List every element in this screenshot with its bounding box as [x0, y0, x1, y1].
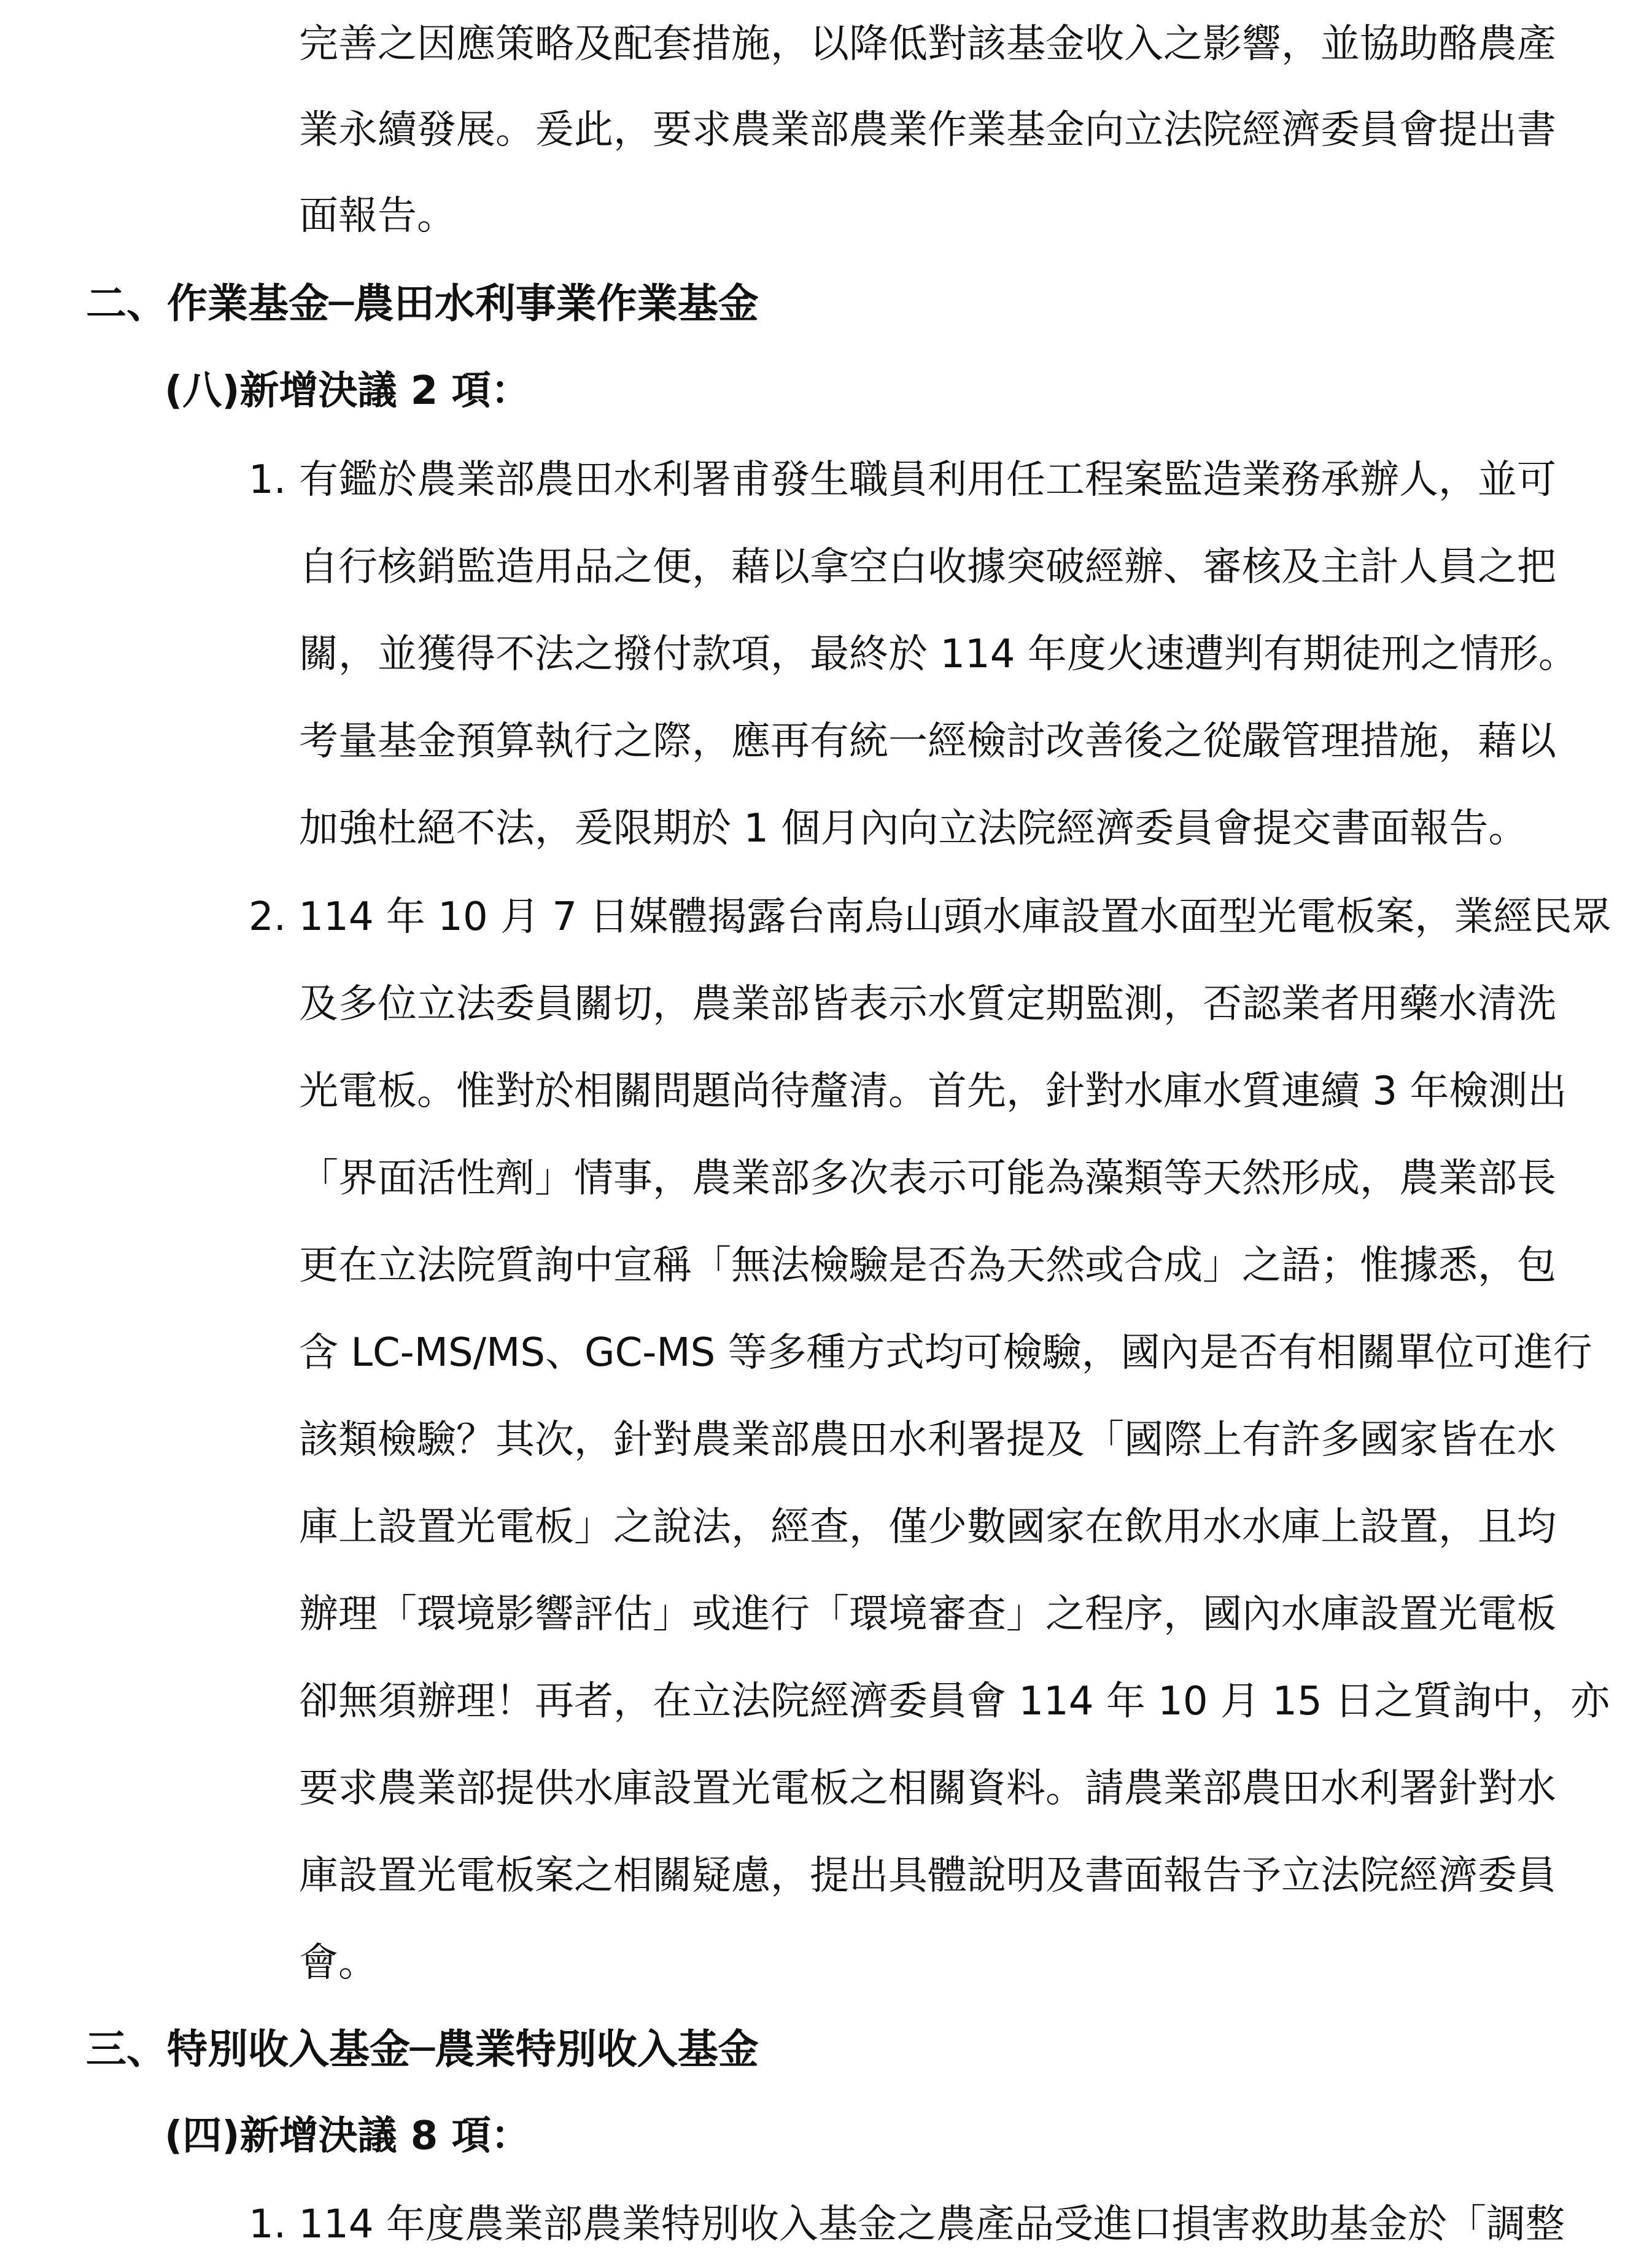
section-2-item-2-line-10: 卻無須辦理！再者，在立法院經濟委員會 114 年 10 月 15 日之質詢中，亦	[299, 1679, 1610, 1724]
section-2-item-2-line-13: 會。	[299, 1940, 378, 1986]
section-2-item-2-line-11: 要求農業部提供水庫設置光電板之相關資料。請農業部農田水利署針對水	[299, 1766, 1556, 1811]
section-3-heading: 三、特別收入基金─農業特別收入基金	[86, 2026, 759, 2073]
section-3-item-1-first-line: 1. 114 年度農業部農業特別收入基金之農產品受進口損害救助基金於「調整	[249, 2202, 1565, 2247]
section-2-item-1-line-5: 加強杜絕不法，爰限期於 1 個月內向立法院經濟委員會提交書面報告。	[299, 806, 1528, 851]
section-2-item-2-line-9: 辦理「環境影響評估」或進行「環境審查」之程序，國內水庫設置光電板	[299, 1592, 1556, 1637]
section-2-item-2-first-line: 2. 114 年 10 月 7 日媒體揭露台南烏山頭水庫設置水面型光電板案，業經民眾	[249, 894, 1611, 940]
section-2-item-1-line-1: 有鑑於農業部農田水利署甫發生職員利用任工程案監造業務承辦人，並可	[299, 457, 1556, 503]
section-2-item-2-line-4: 「界面活性劑」情事，農業部多次表示可能為藻類等天然形成，農業部長	[299, 1156, 1556, 1201]
intro-line-2: 業永續發展。爰此，要求農業部農業作業基金向立法院經濟委員會提出書	[299, 107, 1556, 153]
section-2-subheading: (八)新增決議 2 項：	[165, 368, 530, 414]
intro-line-3: 面報告。	[299, 193, 456, 239]
section-2-item-1-line-2: 自行核銷監造用品之便，藉以拿空白收據突破經辦、審核及主計人員之把	[299, 544, 1556, 590]
section-2-item-2-line-2: 及多位立法委員關切，農業部皆表示水質定期監測，否認業者用藥水清洗	[299, 981, 1556, 1027]
section-2-item-2-line-8: 庫上設置光電板」之說法，經查，僅少數國家在飲用水水庫上設置，且均	[299, 1504, 1556, 1550]
section-3-subheading: (四)新增決議 8 項：	[165, 2113, 530, 2159]
section-2-item-2-line-5: 更在立法院質詢中宣稱「無法檢驗是否為天然或合成」之語；惟據悉，包	[299, 1243, 1556, 1288]
section-2-item-2-line-6: 含 LC-MS/MS、GC-MS 等多種方式均可檢驗，國內是否有相關單位可進行	[299, 1330, 1592, 1376]
section-2-item-1-number: 1.	[249, 457, 287, 503]
section-2-item-1-line-4: 考量基金預算執行之際，應再有統一經檢討改善後之從嚴管理措施，藉以	[299, 719, 1556, 764]
section-2-item-2-line-7: 該類檢驗？其次，針對農業部農田水利署提及「國際上有許多國家皆在水	[299, 1417, 1556, 1463]
section-2-heading: 二、作業基金─農田水利事業作業基金	[86, 280, 759, 327]
section-2-item-2-line-3: 光電板。惟對於相關問題尚待釐清。首先，針對水庫水質連續 3 年檢測出	[299, 1069, 1567, 1114]
section-2-item-1-line-3: 關，並獲得不法之撥付款項，最終於 114 年度火速遭判有期徒刑之情形。	[299, 632, 1578, 677]
section-2-item-2-line-12: 庫設置光電板案之相關疑慮，提出具體說明及書面報告予立法院經濟委員	[299, 1853, 1556, 1899]
intro-line-1: 完善之因應策略及配套措施，以降低對該基金收入之影響，並協助酪農產	[299, 21, 1556, 67]
